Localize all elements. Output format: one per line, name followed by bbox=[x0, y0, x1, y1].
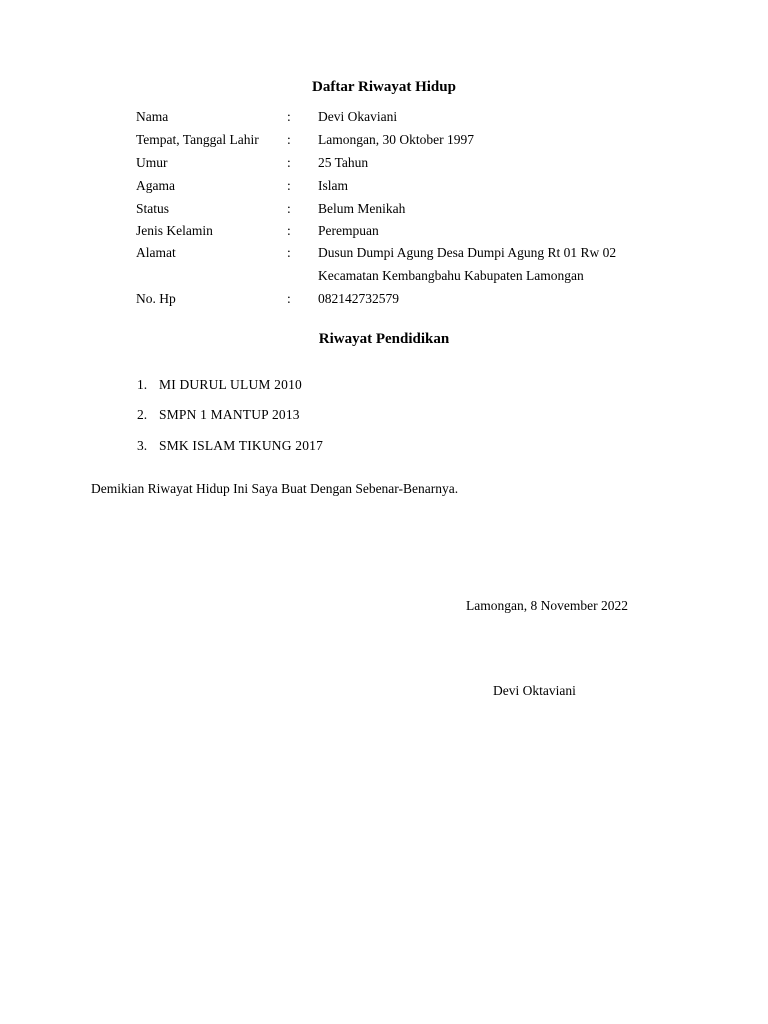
bio-value: Islam bbox=[318, 178, 348, 193]
bio-value: Kecamatan Kembangbahu Kabupaten Lamongan bbox=[318, 268, 584, 283]
bio-label: Agama bbox=[136, 178, 175, 193]
list-text: SMK ISLAM TIKUNG 2017 bbox=[159, 438, 324, 453]
bio-colon: : bbox=[287, 178, 291, 193]
bio-label: No. Hp bbox=[136, 291, 176, 306]
bio-value: Belum Menikah bbox=[318, 201, 406, 216]
bio-value: 082142732579 bbox=[318, 291, 399, 306]
bio-label: Tempat, Tanggal Lahir bbox=[136, 132, 259, 147]
bio-label: Umur bbox=[136, 155, 168, 170]
bio-label: Status bbox=[136, 201, 170, 216]
list-number: 2. bbox=[137, 407, 148, 422]
signer-name: Devi Oktaviani bbox=[493, 683, 576, 698]
bio-label: Nama bbox=[136, 109, 169, 124]
bio-colon: : bbox=[287, 291, 291, 306]
bio-value: Perempuan bbox=[318, 223, 379, 238]
bio-label: Jenis Kelamin bbox=[136, 223, 213, 238]
list-text: MI DURUL ULUM 2010 bbox=[159, 377, 302, 392]
place-date: Lamongan, 8 November 2022 bbox=[466, 598, 628, 613]
bio-colon: : bbox=[287, 201, 291, 216]
bio-colon: : bbox=[287, 132, 291, 147]
list-text: SMPN 1 MANTUP 2013 bbox=[159, 407, 300, 422]
closing-statement: Demikian Riwayat Hidup Ini Saya Buat Dengan Sebenar-Benarnya. bbox=[91, 481, 459, 496]
bio-value: 25 Tahun bbox=[318, 155, 369, 170]
list-number: 1. bbox=[137, 377, 148, 392]
document-title: Daftar Riwayat Hidup bbox=[312, 79, 456, 95]
bio-value: Dusun Dumpi Agung Desa Dumpi Agung Rt 01 Rw 02 bbox=[318, 245, 617, 260]
education-title: Riwayat Pendidikan bbox=[318, 331, 450, 347]
list-number: 3. bbox=[137, 438, 148, 453]
bio-value: Lamongan, 30 Oktober 1997 bbox=[318, 132, 474, 147]
bio-label: Alamat bbox=[136, 245, 176, 260]
bio-colon: : bbox=[287, 155, 291, 170]
bio-colon: : bbox=[287, 245, 291, 260]
bio-colon: : bbox=[287, 109, 291, 124]
bio-colon: : bbox=[287, 223, 291, 238]
bio-value: Devi Okaviani bbox=[318, 109, 398, 124]
